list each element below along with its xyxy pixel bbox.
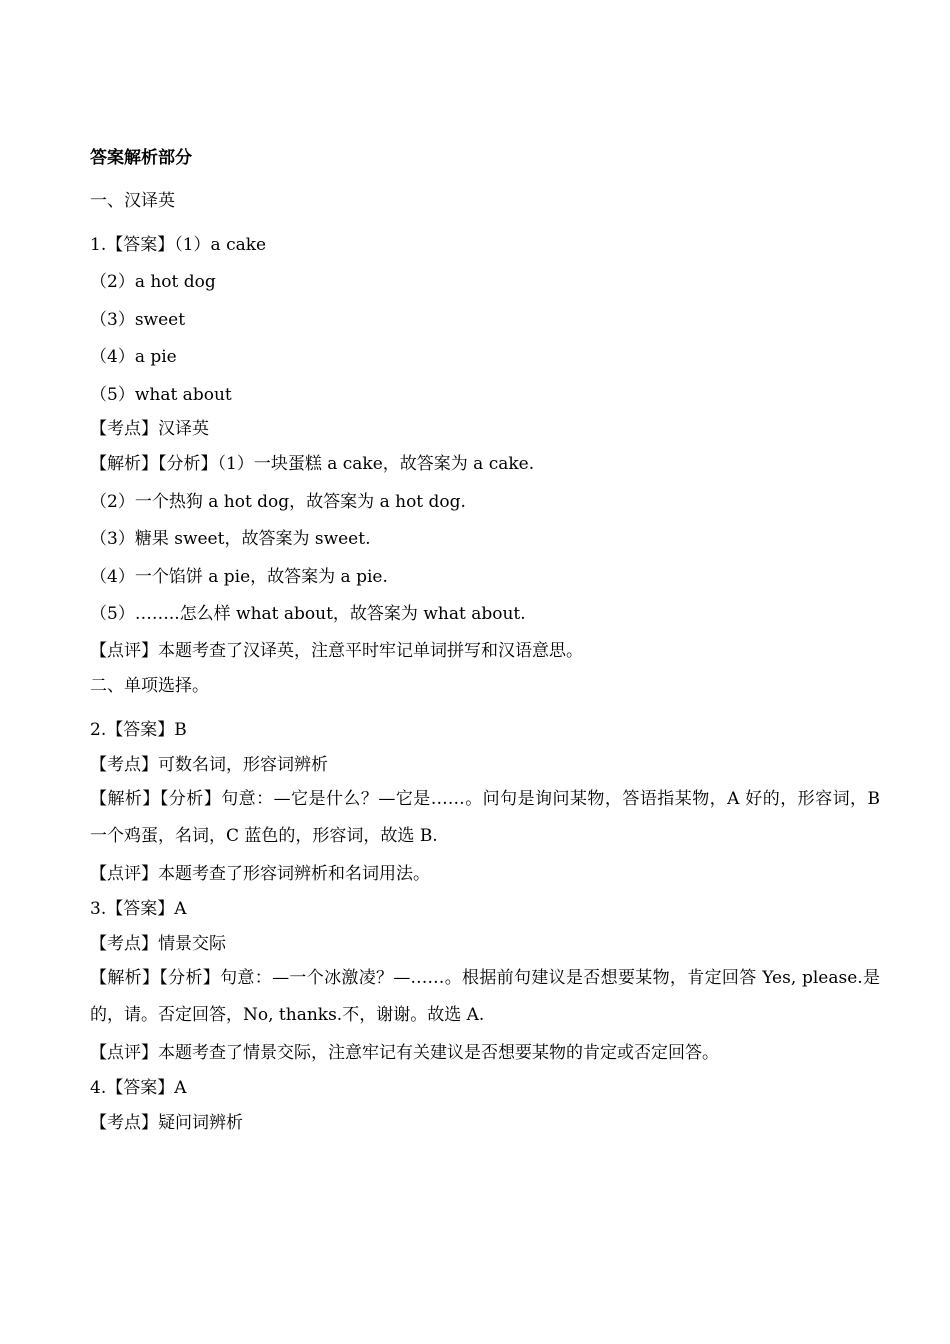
q3-point: 【考点】情景交际 [90, 934, 226, 954]
q2-point: 【考点】可数名词，形容词辨析 [90, 755, 328, 775]
q3-analysis: 【解析】【分析】句意：—一个冰激凌？—……。根据前句建议是否想要某物，肯定回答 Yes, please.是的，请。否定回答，No, thanks.不，谢谢。故选 A. [90, 968, 880, 1025]
q1-analysis: （2）一个热狗 a hot dog，故答案为 a hot dog. [90, 492, 466, 512]
document-title: 答案解析部分 [90, 148, 192, 168]
q3-answer: 3.【答案】A [90, 899, 187, 919]
section-heading-translation: 一、汉译英 [90, 191, 175, 211]
q2-comment: 【点评】本题考查了形容词辨析和名词用法。 [90, 864, 430, 884]
q1-answer-item: （5）what about [90, 385, 232, 405]
q1-answer-item: （2）a hot dog [90, 272, 216, 292]
q1-answer-item: （3）sweet [90, 310, 186, 330]
q2-analysis: 【解析】【分析】句意：—它是什么？—它是……。问句是询问某物，答语指某物，A 好的，形容词，B 一个鸡蛋，名词，C 蓝色的，形容词，故选 B. [90, 789, 880, 846]
q2-answer: 2.【答案】B [90, 720, 187, 740]
q1-answer-item: （4）a pie [90, 347, 177, 367]
q1-analysis: （4）一个馅饼 a pie，故答案为 a pie. [90, 567, 388, 587]
q4-answer: 4.【答案】A [90, 1078, 187, 1098]
section-heading-multiple-choice: 二、单项选择。 [90, 676, 209, 696]
q3-comment: 【点评】本题考查了情景交际，注意牢记有关建议是否想要某物的肯定或否定回答。 [90, 1043, 719, 1063]
q1-answer: 1.【答案】（1）a cake [90, 235, 267, 255]
q4-point: 【考点】疑问词辨析 [90, 1113, 243, 1133]
q1-analysis: （5）……..怎么样 what about，故答案为 what about. [90, 604, 526, 624]
q1-comment: 【点评】本题考查了汉译英，注意平时牢记单词拼写和汉语意思。 [90, 641, 583, 661]
q1-analysis: （3）糖果 sweet，故答案为 sweet. [90, 529, 371, 549]
q1-point: 【考点】汉译英 [90, 419, 209, 439]
q1-analysis: 【解析】【分析】（1）一块蛋糕 a cake，故答案为 a cake. [90, 454, 535, 474]
